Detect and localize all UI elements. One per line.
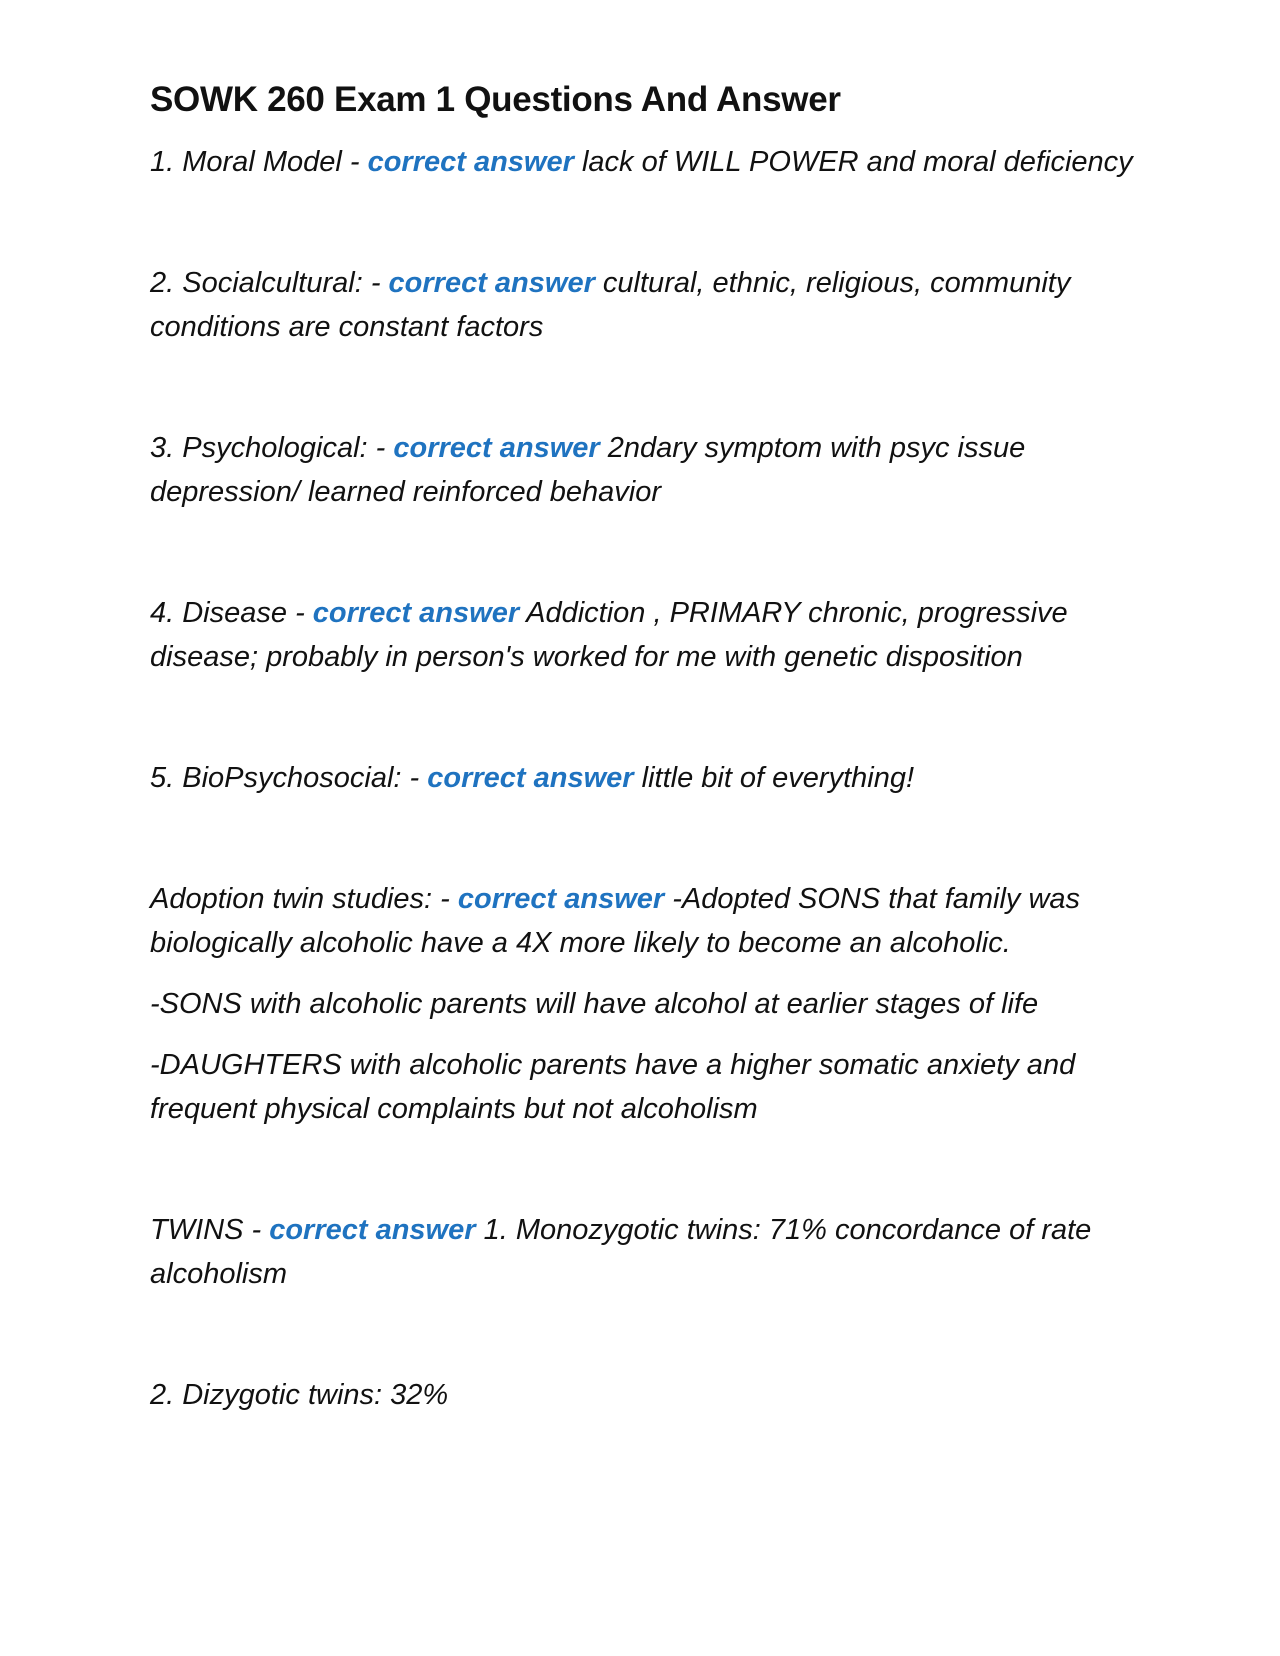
continuation-line-daughters: -DAUGHTERS with alcoholic parents have a higher somatic anxiety and frequent physical complaints but not alcoholism: [150, 1049, 1076, 1125]
qa-entry-twins: [150, 1208, 1140, 1296]
entry-answer: -Adopted SONS that family was biologically alcoholic have a 4X more likely to become an alcoholic.: [150, 883, 1081, 959]
entry-answer: 2ndary symptom with psyc issue depression/ learned reinforced behavior: [150, 432, 1026, 508]
qa-entry-moral-model: [150, 140, 1140, 184]
correct-answer-label: correct answer: [367, 146, 574, 178]
qa-entry-socialcultural: [150, 261, 1140, 349]
entry-answer: Addiction , PRIMARY chronic, progressive disease; probably in person's worked for me with genetic disposition: [150, 597, 1068, 673]
entry-answer: cultural, ethnic, religious, community conditions are constant factors: [150, 267, 1071, 343]
entry-answer: little bit of everything!: [633, 762, 915, 794]
dizygotic-twins-line: 2. Dizygotic twins: 32%: [150, 1379, 449, 1411]
continuation-line-sons: -SONS with alcoholic parents will have alcohol at earlier stages of life: [150, 988, 1039, 1020]
entry-term: 5. BioPsychosocial: -: [150, 762, 428, 794]
correct-answer-label: correct answer: [388, 267, 595, 299]
correct-answer-label: correct answer: [457, 883, 665, 915]
qa-entry-psychological: [150, 426, 1140, 514]
entry-term: 2. Socialcultural: -: [150, 267, 389, 299]
qa-entry-biopsychosocial: [150, 756, 1140, 800]
entry-term: 4. Disease -: [150, 597, 313, 629]
correct-answer-label: correct answer: [393, 432, 600, 464]
entry-term: Adoption twin studies: -: [150, 883, 458, 915]
entry-term: TWINS -: [150, 1214, 270, 1246]
entry-term: 1. Moral Model -: [150, 146, 368, 178]
qa-entry-disease: [150, 591, 1140, 679]
correct-answer-label: correct answer: [269, 1214, 476, 1246]
document-title: SOWK 260 Exam 1 Questions And Answer: [150, 80, 841, 119]
correct-answer-label: correct answer: [427, 762, 634, 794]
qa-entry-adoption-twin-studies: [150, 877, 1140, 965]
entry-answer: lack of WILL POWER and moral deficiency: [573, 146, 1133, 178]
entry-answer: 1. Monozygotic twins: 71% concordance of rate alcoholism: [150, 1214, 1092, 1290]
document-page: [150, 72, 1140, 1417]
entry-term: 3. Psychological: -: [150, 432, 394, 464]
correct-answer-label: correct answer: [312, 597, 520, 629]
